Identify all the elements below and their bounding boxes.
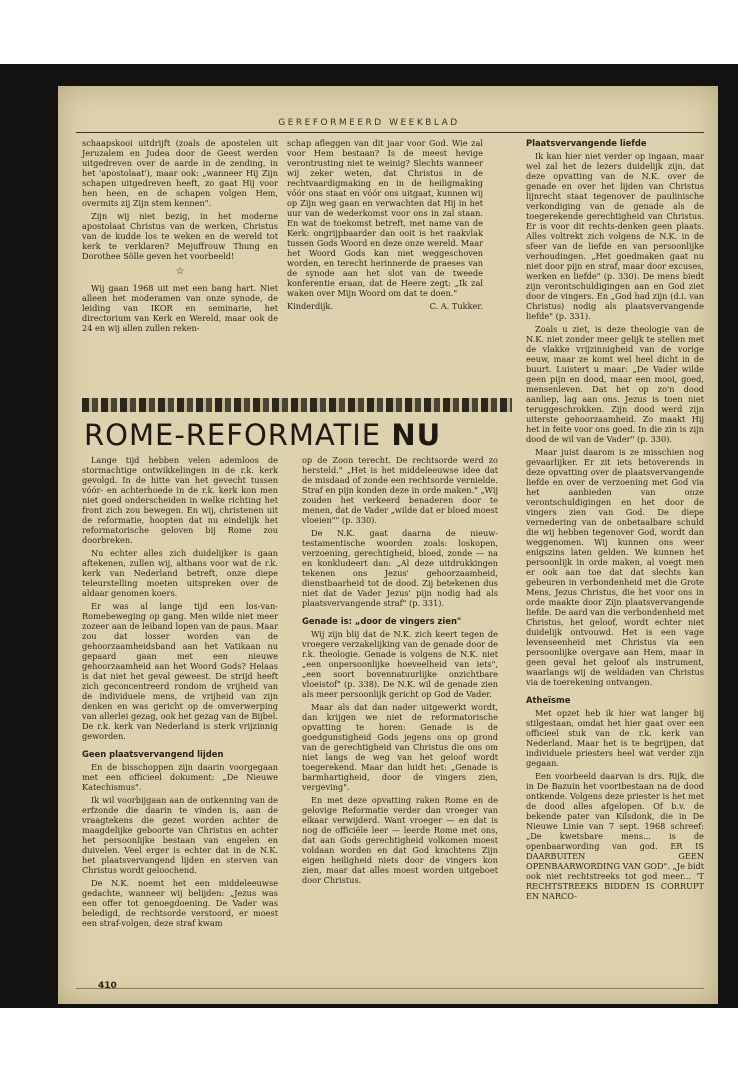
signature-place: Kinderdijk.: [287, 301, 333, 311]
title-bold: NU: [391, 418, 442, 452]
article2-column-3: [526, 138, 704, 904]
paragraph: Ik kan hier niet verder op ingaan, maar wel zal het de lezers duidelijk zijn, dat deze opvatting van de N.K. over de genade en over het lijden van Christus lijnrecht staat tegenover de paulinische verkondiging van de genade als de toegerekende gerechtigheid van Christus. Er is voor dit rechts-denken geen plaats. Alles voltrekt zich volgens de N.K. in de sfeer van de liefde en van persoonlijke verhoudingen. „Het goedmaken gaat nu niet door pijn en straf, maar door excuses, werken en liefde" (p. 330). De mens biedt zijn verontschuldigingen aan en God ziet door de vingers. En „God had zijn (d.i. van Christus) nodig als plaatsvervangende liefde" (p. 331).: [526, 151, 704, 321]
running-header: GEREFORMEERD WEEKBLAD: [278, 118, 460, 128]
section-heading: Atheïsme: [526, 695, 571, 705]
paragraph: Ik wil voorbijgaan aan de ontkenning van de erfzonde die daarin te vinden is, aan de vraagtekens die gezet worden achter de maagdelijke geboorte van Christus en achter het persoonlijke bestaan van engelen en duivelen. Veel erger is echter dat in de N.K. het plaatsvervangend lijden en sterven van Christus wordt geloochend.: [82, 795, 278, 875]
paragraph: schap afleggen van dit jaar voor God. Wie zal voor Hem bestaan? Is de meest hevige verontrusting niet te weinig? Slechts wanneer wij zeker weten, dat Christus in de rechtvaardigmaking en in de heiligmaking vóór ons staat en vóór ons uitgaat, kunnen wij op Zijn weg gaan en verwachten dat Hij in het uur van de wederkomst voor ons in zal staan. En wat de toekomst betreft, met name van de Kerk: ongrijpbaarder dan ooit is het raakvlak tussen Gods Woord en deze onze wereld. Maar het Woord Gods kan niet weggeschoven worden, en terecht herinnerde de praeses van de synode aan het slot van de tweede konferentie eraan, dat de Heere zegt: „Ik zal waken over Mijn Woord om dat te doen.": [287, 138, 483, 298]
section-heading: Geen plaatsvervangend lijden: [82, 749, 224, 759]
signature-line: [287, 301, 483, 311]
paragraph: Maar als dat dan nader uitgewerkt wordt, dan krijgen we niet de reformatorische opvatting te horen: Genade is de goedgunstigheid Gods jegens ons op grond van de gerechtigheid van Christus die ons om niet langs de weg van het geloof wordt toegerekend. Maar dan luidt het: „Genade is barmhartigheid, door de vingers zien, vergeving".: [302, 702, 498, 792]
section-heading: Genade is: „door de vingers zien": [302, 616, 462, 626]
footer-rule: [76, 988, 704, 989]
title-main: ROME-REFORMATIE: [84, 418, 382, 452]
article1-column-2: [287, 138, 483, 311]
section-heading: Plaatsvervangende liefde: [526, 138, 647, 148]
paragraph: De N.K. gaat daarna de nieuw-testamentische woorden zoals: loskopen, verzoening, gerechtigheid, bloed, zonde — na en konkludeert dan: „Al deze uitdrukkingen tekenen ons Jezus' gehoorzaamheid, dienstbaarheid tot de dood. Zij betekenen dus niet dat de Vader Jezus' pijn nodig had als plaatsvervangende straf" (p. 331).: [302, 528, 498, 608]
decorative-ornament-band: [82, 398, 512, 412]
paragraph: Met opzet heb ik hier wat langer bij stilgestaan, omdat het hier gaat over een officieel stuk van de r.k. kerk van Nederland. Maar het is te begrijpen, dat individuele priesters heel wat verder zijn gegaan.: [526, 708, 704, 768]
paragraph: Wij zijn blij dat de N.K. zich keert tegen de vroegere verzakelijking van de genade door de r.k. theologie. Genade is volgens de N.K. niet „een onpersoonlijke hoeveelheid van iets", „een soort bovennatuurlijke onzichtbare vloeistof" (p. 338). De N.K. wil de genade zien als meer persoonlijk gericht op God de Vader.: [302, 629, 498, 699]
article-title: [84, 418, 524, 452]
paragraph: Lange tijd hebben velen ademloos de stormachtige ontwikkelingen in de r.k. kerk gevolgd. In de hitte van het gevecht tussen vóór- en achterhoede in de r.k. kerk kon men niet goed onderscheiden in welke richting het front zich zou bewegen. En wij, christenen uit de reformatie, hoopten dat nu eindelijk het reformatorische geloven bij Rome zou doorbreken.: [82, 455, 278, 545]
signature-author: C. A. Tukker.: [429, 301, 483, 311]
paragraph: Nu echter alles zich duidelijker is gaan aftekenen, zullen wij, althans voor wat de r.k. kerk van Nederland betreft, onze diepe teleurstelling moeten uitspreken over de aldaar genomen koers.: [82, 548, 278, 598]
paragraph: Maar juist daarom is ze misschien nog gevaarlijker. Er zit iets betoverends in deze opvatting over de plaatsvervangende liefde en over de verzoening met God via het aanbieden van onze verontschuldigingen en het door de vingers zien van God. De diepe vernedering van de onbetaalbare schuld die wij hebben tegenover God, wordt dan weggenomen. Wij kunnen ons weer enigszins laten gelden. We kunnen het persoonlijk in orde maken, al voegt men er ook aan toe dat dat slechts kan gebeuren in verbondenheid met die Grote Mens, Jezus Christus, die het voor ons in orde maakte door Zijn plaatsvervangende liefde. De aard van die verbondenheid met Christus, het geloof, wordt echter niet duidelijk ontvouwd. Het is een vage levenseenheid met Christus via een persoonlijke overgave aan Hem, maar in geen geval het geloof als instrument, waarlangs wij de weldaden van Christus via de toerekening ontvangen.: [526, 447, 704, 687]
article2-column-1: [82, 455, 278, 931]
paragraph: schaapskooi uitdrijft (zoals de apostelen uit Jeruzalem en Judea door de Geest werden uitgedreven over de aarde in de zending, in het 'apostolaat'), maar ook: „wanneer Hij Zijn schapen uitgedreven heeft, zo gaat Hij voor hen heen, en de schapen volgen Hem, overmits zij Zijn stem kennen".: [82, 138, 278, 208]
page-number: 410: [98, 981, 117, 991]
header-rule: [76, 132, 704, 133]
paragraph: Zoals u ziet, is deze theologie van de N.K. niet zonder meer gelijk te stellen met de vlakke vrijzinnigheid van de vorige eeuw, maar ze komt wel heel dicht in de buurt. Luistert u maar: „De Vader wilde geen pijn en dood, maar een mooi, goed, mensenleven. Dat het op zo'n dood aanliep, lag aan ons. Jezus is toen niet teruggeschrokken. Zijn dood werd zijn uiterste gehoorzaamheid. Zo maakt Hij het in feite voor ons goed. In die zin is zijn dood de wil van de Vader" (p. 330).: [526, 324, 704, 444]
star-separator-icon: ☆: [175, 266, 185, 277]
paragraph: Er was al lange tijd een los-van-Romebeweging op gang. Men wilde niet meer zozeer aan de leiband lopen van de paus. Maar zou dat losser worden van de gehoorzaamheidsband aan het Vatikaan nu gepaard gaan met een nieuwe gehoorzaamheid aan het Woord Gods? Helaas is dat niet het geval geweest. De strijd heeft zich geconcentreerd rondom de vrijheid van de individuele mens, de vrijheid van zijn denken en was gericht op de omverwerping van allerlei gezag, ook het gezag van de Bijbel. De r.k. kerk van Nederland is sterk vrijzinnig geworden.: [82, 601, 278, 741]
paragraph: En met deze opvatting raken Rome en de gelovige Reformatie verder dan vroeger van elkaar verwijderd. Want vroeger — en dat is nog de officiële leer — leerde Rome met ons, dat aan Gods gerechtigheid volkomen moest voldaan worden en dat God krachtens Zijn eigen heiligheid niets door de vingers kon zien, maar dat alles moest worden uitgeboet door Christus.: [302, 795, 498, 885]
article2-column-2: [302, 455, 498, 888]
paragraph: De N.K. noemt het een middeleeuwse gedachte, wanneer wij belijden: „Jezus was een offer tot genoegdoening. De Vader was beledigd, de rechtsorde verstoord, er moest een straf-volgen, deze straf kwam: [82, 878, 278, 928]
paragraph: En de bisschoppen zijn daarin voorgegaan met een officieel dokument: „De Nieuwe Katechismus".: [82, 762, 278, 792]
paragraph: Een voorbeeld daarvan is drs. Rijk, die in De Bazuin het voortbestaan na de dood ontkende. Volgens deze priester is het met de dood alles afgelopen. Of b.v. de bekende pater van Kilsdonk, die in De Nieuwe Linie van 7 sept. 1968 schreef: „De kwetsbare mens... is de openbaarwording van god. ER IS DAARBUITEN GEEN OPENBAARWORDING VAN GOD". „Je bidt ook niet rechtstreeks tot god meer... 'T RECHTSTREEKS BIDDEN IS CORRUPT EN NARCO-: [526, 771, 704, 901]
article1-column-1: [82, 138, 278, 336]
paragraph: Zijn wij niet bezig, in het moderne apostolaat Christus van de werken, Christus van de kudde los te weken en de wereld tot kerk te verklaren? Mejuffrouw Thung en Dorothee Sölle geven het voorbeeld!: [82, 211, 278, 261]
paragraph: Wij gaan 1968 uit met een bang hart. Niet alleen het moderamen van onze synode, de leiding van IKOR en seminarie, het directorium van Kerk en Wereld, maar ook de 24 en wij allen zullen reken-: [82, 283, 278, 333]
paragraph: op de Zoon terecht. De rechtsorde werd zo hersteld." „Het is het middeleeuwse idee dat de misdaad of zonde een rechtsorde vernielde. Straf en pijn konden deze in orde maken." „Wij zouden het verkeerd benaderen door te menen, dat de Vader „wilde dat er bloed moest vloeien"" (p. 330).: [302, 455, 498, 525]
